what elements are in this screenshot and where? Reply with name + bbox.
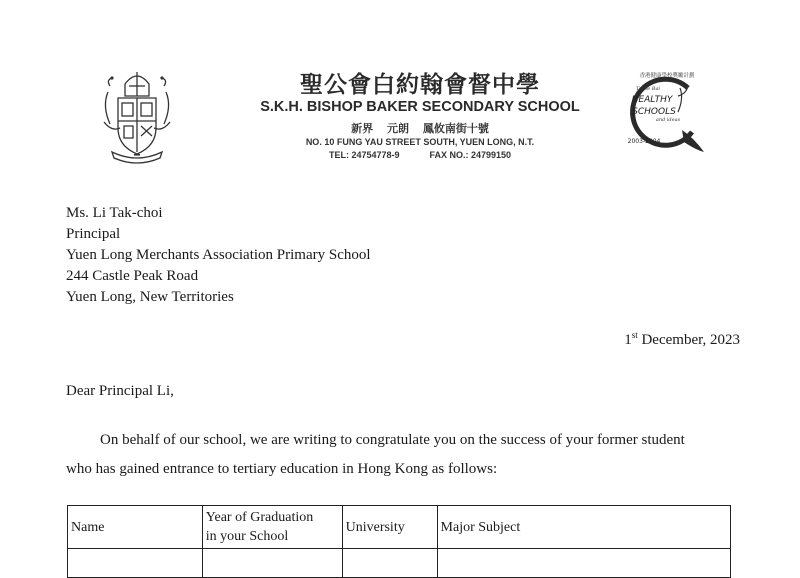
header-name: Name [68, 506, 203, 549]
header-year-line2: in your School [205, 529, 289, 544]
school-name-english: S.K.H. BISHOP BAKER SECONDARY SCHOOL [260, 99, 580, 115]
table-cell [342, 549, 437, 578]
school-address-english: NO. 10 FUNG YAU STREET SOUTH, YUEN LONG, N.T. [305, 137, 535, 147]
header-university: University [342, 506, 437, 549]
table-cell [202, 549, 342, 578]
letter-date [624, 330, 740, 349]
header-year-line1: Year of Graduation [205, 510, 314, 525]
salutation: Dear Principal Li, [66, 383, 174, 399]
school-fax: FAX NO.: 24799150 [429, 150, 512, 160]
header-year-of-graduation [202, 506, 342, 549]
recipient-name: Ms. Li Tak-choi [66, 205, 163, 221]
healthy-schools-small-text: To Be Bai [636, 86, 661, 92]
table-row [68, 549, 731, 578]
recipient-district: Yuen Long, New Territories [66, 289, 234, 305]
table-header-row [68, 506, 731, 549]
table-cell [437, 549, 730, 578]
healthy-schools-line2: SCHOOLS [632, 107, 676, 117]
date-day: 1 [624, 332, 632, 348]
school-name-chinese: 聖公會白約翰會督中學 [300, 72, 540, 98]
school-address-chinese: 新界 元朗 鳳攸南街十號 [351, 122, 489, 135]
healthy-schools-line3: and ideas [655, 117, 681, 123]
recipient-address-block [66, 203, 371, 308]
header-major-subject: Major Subject [437, 506, 730, 549]
students-table [67, 505, 731, 578]
recipient-street: 244 Castle Peak Road [66, 268, 199, 284]
healthy-schools-chinese-text: 香港健康學校獎勵計劃 [639, 73, 695, 79]
school-crest-logo [98, 66, 176, 166]
healthy-schools-logo [622, 68, 712, 158]
recipient-school: Yuen Long Merchants Association Primary School [66, 247, 371, 263]
body-paragraph-line-2: who has gained entrance to tertiary education in Hong Kong as follows: [66, 461, 498, 477]
healthy-schools-years: 2003-2004 [627, 138, 661, 145]
recipient-title: Principal [66, 226, 121, 242]
school-telephone: TEL: 24754778-9 [328, 150, 400, 160]
healthy-schools-line1: HEALTHY [631, 95, 673, 105]
date-suffix: st [631, 330, 638, 340]
date-month-year: December, 2023 [637, 332, 740, 348]
body-paragraph-line-1: On behalf of our school, we are writing to congratulate you on the success of your former student [100, 432, 685, 448]
table-cell [68, 549, 203, 578]
school-contact-line [250, 150, 590, 160]
